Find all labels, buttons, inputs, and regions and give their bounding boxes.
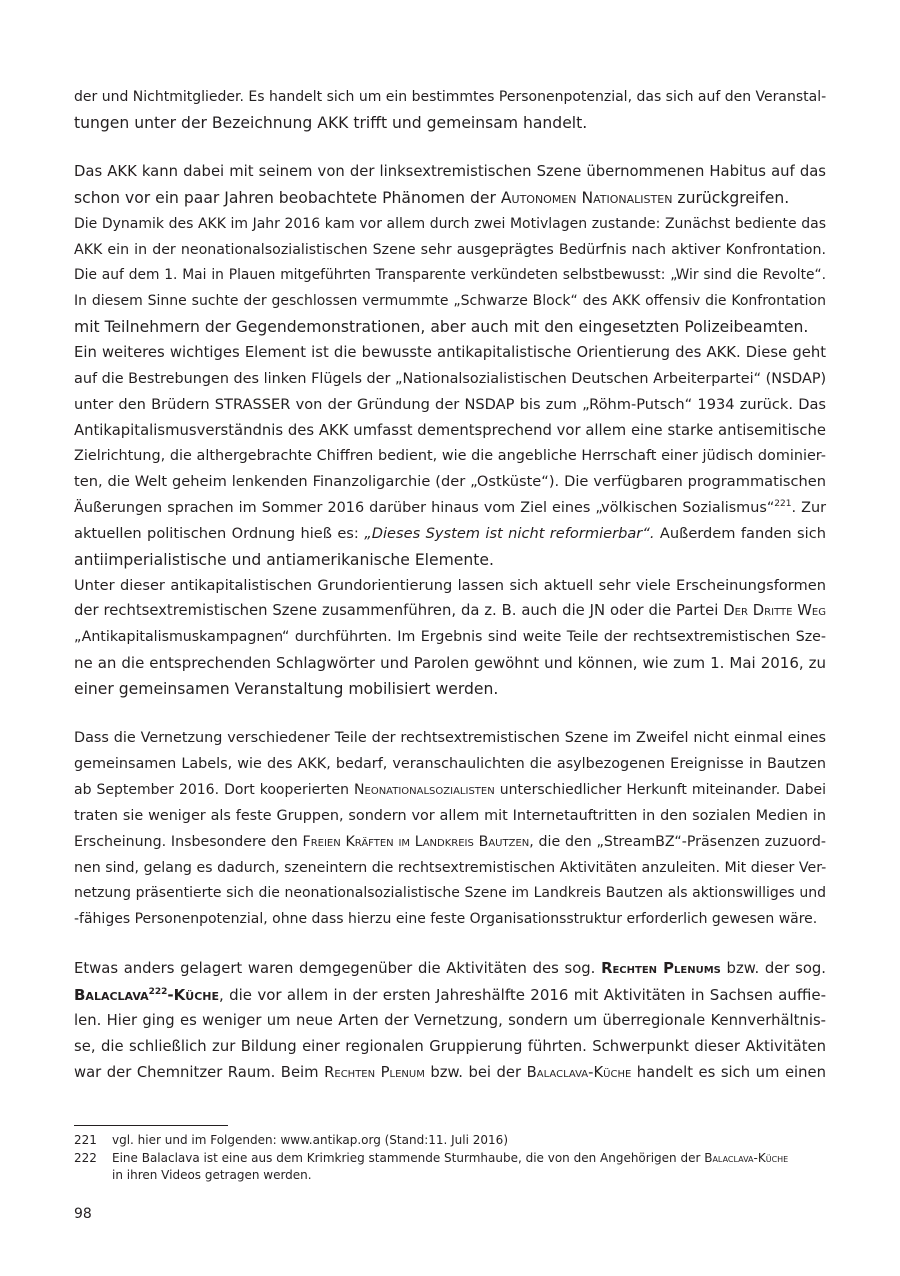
text-line: unter den Brüdern STRASSER von der Gründung der NSDAP bis zum „Röhm-Putsch“ 1934 zurück. Das — [74, 396, 826, 413]
text-line: Die Dynamik des AKK im Jahr 2016 kam vor allem durch zwei Motivlagen zustande: Zunächst bediente das — [74, 216, 826, 232]
text-line: se, die schließlich zur Bildung einer regionalen Gruppierung führten. Schwerpunkt dieser Aktivitäten — [74, 1038, 826, 1055]
text-line: auf die Bestrebungen des linken Flügels der „Nationalsozialistischen Deutschen Arbeiterpartei“ (NSDAP) — [74, 371, 827, 387]
footnote-222 — [74, 1150, 788, 1167]
text-run: schon vor ein paar Jahren beobachtete Phänomen der — [74, 189, 501, 207]
text-run: der rechtsextremistischen Szene zusammenführen, da z. B. auch die JN oder die Partei — [74, 602, 724, 619]
text-line: mit Teilnehmern der Gegendemonstrationen, aber auch mit den eingesetzten Polizeibeamten. — [74, 318, 809, 336]
text-line — [74, 598, 826, 624]
text-line: der und Nichtmitglieder. Es handelt sich um ein bestimmtes Personenpotenzial, das sich auf den Veranstal- — [74, 89, 827, 105]
text-run: Etwas anders gelagert waren demgegenüber die Aktivitäten des sog. — [74, 960, 602, 977]
term-neonationalsozialisten: Neonationalsozialisten — [354, 782, 495, 798]
footnote-ref-221[interactable]: 221 — [774, 499, 792, 509]
text-line: len. Hier ging es weniger um neue Arten der Vernetzung, sondern um überregionale Kennverhältnis- — [74, 1012, 826, 1029]
term-freie-kraefte: Freien Kräften im Landkreis Bautzen — [302, 834, 530, 850]
text-line: Ein weiteres wichtiges Element ist die bewusste antikapitalistische Orientierung des AKK. Diese geht — [74, 344, 826, 361]
text-line: Unter dieser antikapitalistischen Grundorientierung lassen sich aktuell sehr viele Erscheinungsformen — [74, 577, 826, 594]
text-line: nen sind, gelang es dadurch, szeneintern die rechtsextremistischen Aktivitäten anzuleiten. Mit dieser Ver- — [74, 860, 827, 876]
text-run: handelt es sich um einen — [631, 1064, 827, 1081]
footnote-number: 221 — [74, 1133, 97, 1147]
text-run: zurückgreifen. — [672, 189, 790, 207]
text-run: bzw. der sog. — [720, 960, 827, 977]
term-rechtes-plenum-bold: Rechten Plenums — [601, 960, 721, 977]
text-line — [74, 1060, 826, 1086]
text-run: , die den „StreamBZ“-Präsenzen zuzuord- — [529, 834, 827, 850]
text-line: Das AKK kann dabei mit seinem von der linksextremistischen Szene übernommenen Habitus auf das — [74, 163, 826, 180]
term-kueche-bold: -Küche — [167, 986, 219, 1004]
term-balaclava-bold: Balaclava — [74, 986, 149, 1004]
text-line: einer gemeinsamen Veranstaltung mobilisiert werden. — [74, 680, 499, 698]
footnote-221 — [74, 1132, 508, 1149]
text-run: . Zur — [791, 500, 826, 516]
page-number: 98 — [74, 1206, 92, 1222]
text-line: -fähiges Personenpotenzial, ohne dass hierzu eine feste Organisationsstruktur erforderlich gewesen wäre. — [74, 911, 818, 927]
term-rechtes-plenum: Rechten Plenum — [324, 1064, 425, 1081]
text-line: Die auf dem 1. Mai in Plauen mitgeführten Transparente verkündeten selbstbewusst: „Wir sind die Revolte“. — [74, 267, 826, 283]
text-line — [74, 956, 826, 982]
text-line: tungen unter der Bezeichnung AKK trifft und gemeinsam handelt. — [74, 114, 588, 132]
text-run: Äußerungen sprachen im Sommer 2016 darüber hinaus vom Ziel eines „völkischen Sozialismus“ — [74, 500, 775, 516]
text-run: war der Chemnitzer Raum. Beim — [74, 1064, 325, 1081]
term-autonome-nationalisten: Autonomen Nationalisten — [500, 189, 673, 207]
text-line — [74, 982, 826, 1008]
term-balaclava-kueche: Balaclava-Küche — [526, 1064, 632, 1081]
text-line: AKK ein in der neonationalsozialistischen Szene sehr ausgeprägtes Bedürfnis nach aktiver Konfrontation. — [74, 242, 826, 258]
text-line — [74, 495, 826, 521]
text-line — [74, 829, 826, 855]
text-line: ten, die Welt geheim lenkenden Finanzoligarchie (der „Ostküste“). Die verfügbaren programmatischen — [74, 473, 826, 490]
text-line: ne an die entsprechenden Schlagwörter und Parolen gewöhnt und können, wie zum 1. Mai 2016, zu — [74, 654, 826, 672]
term-der-dritte-weg: Der Dritte Weg — [723, 602, 827, 619]
text-line — [74, 185, 789, 211]
text-run: aktuellen politischen Ordnung hieß es: — [74, 525, 365, 542]
footnote-text: Eine Balaclava ist eine aus dem Krimkrieg stammende Sturmhaube, die von den Angehörigen der — [112, 1151, 705, 1165]
text-run: Erscheinung. Insbesondere den — [74, 834, 303, 850]
text-line: traten sie weniger als feste Gruppen, sondern vor allem mit Internetauftritten in den sozialen Medien in — [74, 808, 826, 824]
text-line: In diesem Sinne suchte der geschlossen vermummte „Schwarze Block“ des AKK offensiv die Konfrontation — [74, 293, 826, 309]
footnote-ref-222[interactable]: 222 — [148, 987, 168, 997]
footnote-text: vgl. hier und im Folgenden: www.antikap.org (Stand:11. Juli 2016) — [112, 1133, 508, 1147]
text-line — [74, 777, 826, 803]
footnote-divider — [74, 1125, 228, 1126]
text-run: bzw. bei der — [424, 1064, 527, 1081]
text-line: Zielrichtung, die althergebrachte Chiffren bedient, wie die angebliche Herrschaft einer jüdisch dominier- — [74, 448, 826, 464]
text-line: antiimperialistische und antiamerikanische Elemente. — [74, 551, 494, 569]
text-line: gemeinsamen Labels, wie des AKK, bedarf, veranschaulichten die asylbezogenen Ereignisse in Bautzen — [74, 756, 826, 772]
text-run: Außerdem fanden sich — [654, 525, 826, 542]
text-line: Antikapitalismusverständnis des AKK umfasst dementsprechend vor allem eine starke antisemitische — [74, 422, 826, 439]
text-line: Dass die Vernetzung verschiedener Teile der rechtsextremistischen Szene im Zweifel nicht einmal eines — [74, 730, 826, 746]
term-balaclava-kueche: Balaclava-Küche — [704, 1151, 789, 1165]
text-line — [74, 521, 826, 547]
footnote-222-continuation: in ihren Videos getragen werden. — [112, 1168, 312, 1182]
text-run: ab September 2016. Dort kooperierten — [74, 782, 355, 798]
text-line: netzung präsentierte sich die neonationalsozialistische Szene im Landkreis Bautzen als aktionswilliges und — [74, 885, 826, 901]
quote-italic: „Dieses System ist nicht reformierbar“. — [364, 525, 655, 542]
text-line: „Antikapitalismuskampagnen“ durchführten. Im Ergebnis sind weite Teile der rechtsextremistischen Sze- — [74, 629, 826, 645]
text-run: unterschiedlicher Herkunft miteinander. Dabei — [494, 782, 827, 798]
footnote-number: 222 — [74, 1151, 97, 1165]
text-run: , die vor allem in der ersten Jahreshälfte 2016 mit Aktivitäten in Sachsen auffie- — [218, 986, 826, 1004]
